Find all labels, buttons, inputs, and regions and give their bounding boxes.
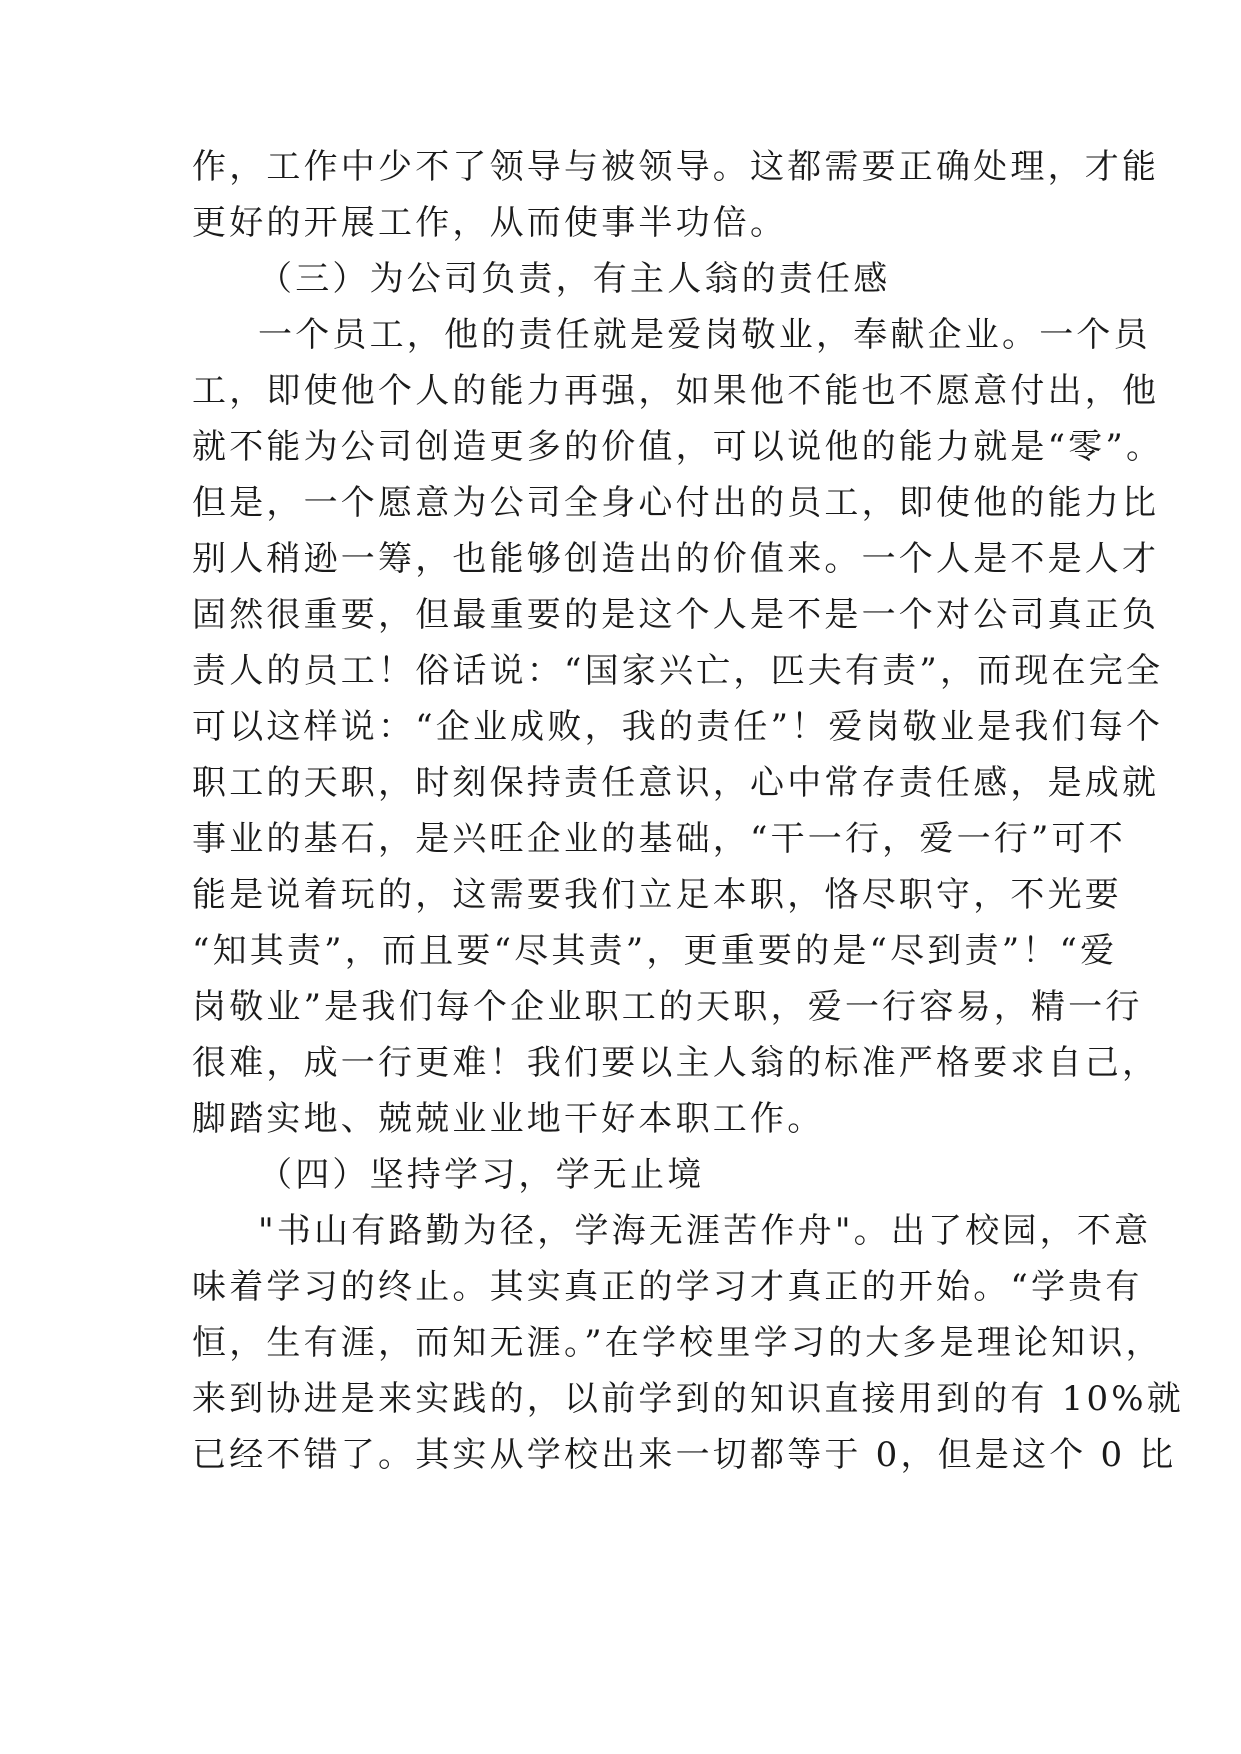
text-line: "书山有路勤为径，学海无涯苦作舟"。出了校园，不意 — [258, 1211, 1152, 1251]
text-line: “知其责”，而且要“尽其责”，更重要的是“尽到责”！“爱 — [192, 931, 1118, 971]
text-line: 脚踏实地、兢兢业业地干好本职工作。 — [192, 1099, 825, 1139]
text-line: 更好的开展工作，从而使事半功倍。 — [192, 203, 788, 243]
text-line: 事业的基石，是兴旺企业的基础，“干一行，爱一行”可不 — [192, 819, 1126, 859]
text-line: 一个员工，他的责任就是爱岗敬业，奉献企业。一个员 — [258, 315, 1151, 355]
text-line: 职工的天职，时刻保持责任意识，心中常存责任感，是成就 — [192, 763, 1160, 803]
text-line: 就不能为公司创造更多的价值，可以说他的能力就是“零”。 — [192, 427, 1164, 467]
section-heading: （三）为公司负责，有主人翁的责任感 — [258, 259, 891, 299]
text-line: 但是，一个愿意为公司全身心付出的员工，即使他的能力比 — [192, 483, 1160, 523]
text-line: 已经不错了。其实从学校出来一切都等于 0，但是这个 0 比 — [192, 1435, 1177, 1475]
text-line: 工，即使他个人的能力再强，如果他不能也不愿意付出，他 — [192, 371, 1160, 411]
text-line: 固然很重要，但最重要的是这个人是不是一个对公司真正负 — [192, 595, 1160, 635]
text-line: 可以这样说：“企业成败，我的责任”！爱岗敬业是我们每个 — [192, 707, 1164, 747]
text-line: 来到协进是来实践的，以前学到的知识直接用到的有 10%就 — [192, 1379, 1184, 1419]
text-line: 责人的员工！俗话说：“国家兴亡，匹夫有责”，而现在完全 — [192, 651, 1164, 691]
text-line: 岗敬业”是我们每个企业职工的天职，爱一行容易，精一行 — [192, 987, 1143, 1027]
text-line: 恒，生有涯，而知无涯。”在学校里学习的大多是理论知识， — [192, 1323, 1163, 1363]
text-line: 能是说着玩的，这需要我们立足本职，恪尽职守，不光要 — [192, 875, 1122, 915]
section-heading: （四）坚持学习，学无止境 — [258, 1155, 705, 1195]
text-line: 很难，成一行更难！我们要以主人翁的标准严格要求自己， — [192, 1043, 1160, 1083]
text-line: 别人稍逊一筹，也能够创造出的价值来。一个人是不是人才 — [192, 539, 1160, 579]
text-line: 味着学习的终止。其实真正的学习才真正的开始。“学贵有 — [192, 1267, 1143, 1307]
text-line: 作，工作中少不了领导与被领导。这都需要正确处理，才能 — [192, 147, 1160, 187]
